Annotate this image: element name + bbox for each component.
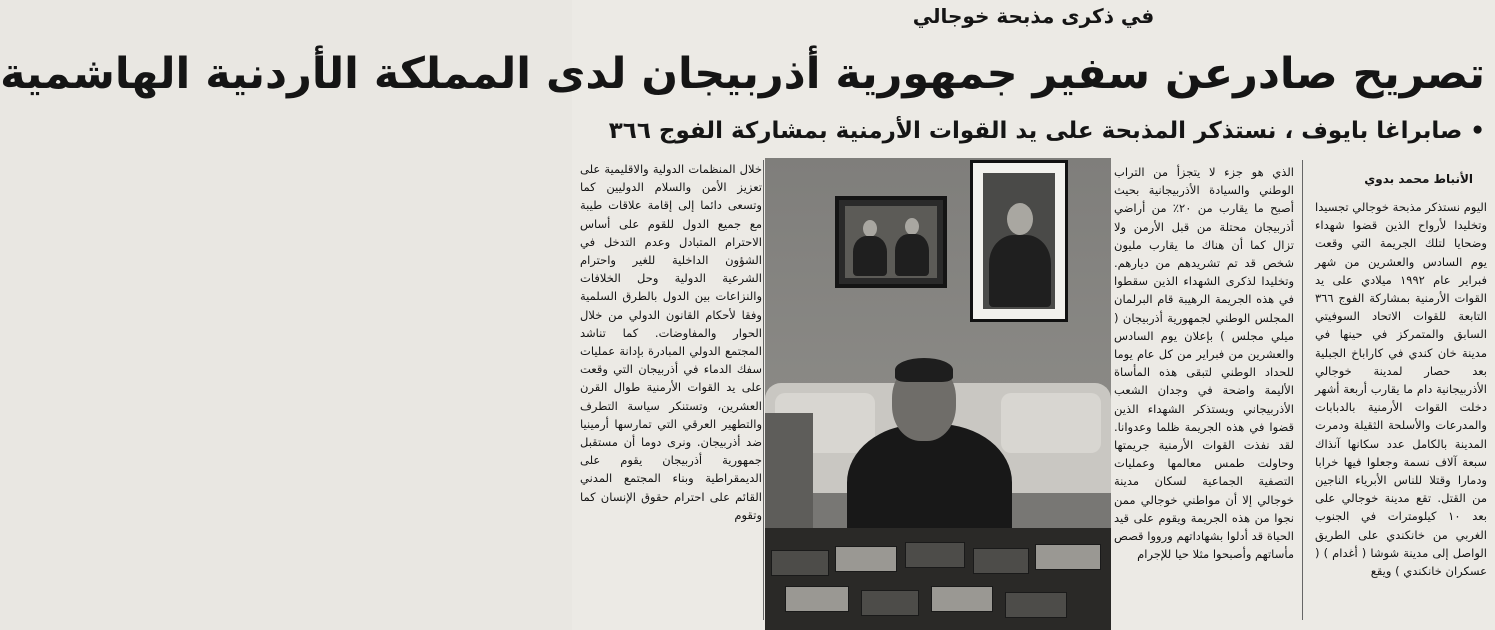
portrait-face (905, 218, 919, 235)
framed-portrait-right-content (983, 173, 1055, 309)
book (861, 590, 919, 616)
ambassador-photo (765, 158, 1111, 630)
sofa-cushion (1001, 393, 1101, 453)
chair (765, 413, 813, 533)
text-column-right (1315, 198, 1487, 623)
article-subhead: • صابراغا بايوف ، نستذكر المذبحة على يد القوات الأرمنية بمشاركة الفوج ٣٦٦ (608, 118, 1485, 144)
article-kicker: في ذكرى مذبحة خوجالي (912, 4, 1155, 28)
book (1035, 544, 1101, 570)
book (905, 542, 965, 568)
text-column-left (580, 160, 762, 623)
article-byline: الأنباط محمد بدوي (1364, 172, 1473, 186)
book (973, 548, 1029, 574)
framed-picture-left-content (845, 206, 937, 278)
portrait-face (863, 220, 877, 237)
portrait-face (1007, 203, 1033, 235)
portrait-body (989, 235, 1051, 307)
portrait-body (853, 236, 887, 276)
article-headline: تصريح صادرعن سفير جمهورية أذربيجان لدى المملكة الأردنية الهاشمية (0, 49, 1485, 99)
book (785, 586, 849, 612)
person-hair (895, 358, 953, 382)
book (771, 550, 829, 576)
book (931, 586, 993, 612)
framed-portrait-right (970, 160, 1068, 322)
book (835, 546, 897, 572)
text-column-middle (1114, 163, 1294, 623)
column-divider (1302, 160, 1303, 620)
column-middle-text: الذي هو جزء لا يتجزأ من التراب الوطني والسيادة الأذربيجانية بحيث أصبح ما يقارب من ٢٠٪ من أراضي أذربيجان محتلة من قبل الأرمن ولا تزال كما أن هناك ما يقارب مليون شخص قد تم تشريدهم من ديارهم. وتخليدا لذكرى الشهداء الذين سقطوا في هذه الجريمة الرهيبة قام البرلمان المجلس الوطني لجمهورية أذربيجان ( ميلي مجلس ) بإعلان يوم السادس والعشرين من فبراير من كل عام يوما للحداد الوطني لتبقى هذه المأساة الأليمة واضحة في وجدان الشعب الأذربيجاني ويستذكر الشهداء الذين قضوا في هذه الجريمة ظلما وعدوانا. لقد نفذت القوات الأرمنية جريمتها وحاولت طمس معالمها وعمليات التصفية الجماعية لسكان مدينة خوجالي إلا أن مواطني خوجالي ممن نجوا من هذه الجريمة ويقوم على قيد الحياة قد أدلوا بشهاداتهم ورووا قصص مأساتهم وأصبحوا مثلا حيا للإجرام (1114, 165, 1294, 562)
column-right-text: اليوم نستذكر مذبحة خوجالي تجسيدا وتخليدا لأرواح الذين قضوا شهداء وضحايا لتلك الجريمة التي وقعت يوم السادس والعشرين من شهر فبراير عام ١٩٩٢ ميلادي على يد القوات الأرمنية بمشاركة الفوج ٣٦٦ التابعة للقوات الاتحاد السوفيتي السابق والمتمركز في حينها في مدينة خان كندي في كاراباخ الجبلية بعد حصار لمدينة خوجالي الأذربيجانية دام ما يقارب أربعة أشهر دخلت القوات الأرمنية بالدبابات والمدرعات والأسلحة الثقيلة ودمرت المدينة بالكامل عدد سكانها آنذاك سبعة آلاف نسمة وجعلوا فيها خرابا ودمارا وقتلا للناس الأبرياء الناجين من القتل. تقع مدينة خوجالي على بعد ١٠ كيلومترات في الجنوب الغربي من خانكندي على الطريق الواصل إلى مدينة شوشا ( أغدام ) ( عسكران خانكندي ) ويقع (1315, 200, 1488, 579)
portrait-body (895, 234, 929, 276)
book (1005, 592, 1067, 618)
column-left-text: خلال المنظمات الدولية والاقليمية على تعزيز الأمن والسلام الدوليين كما وتسعى دائما إلى إقامة علاقات طيبة مع جميع الدول للقوم على أساس الاحترام المتبادل وعدم التدخل في الشؤون الداخلية للغير واحترام الشرعية الدولية وحل الخلافات والنزاعات بين الدول بالطرق السلمية وفقا لأحكام القانون الدولي من خلال الحوار والمفاوضات. كما تناشد المجتمع الدولي المبادرة بإدانة عمليات سفك الدماء في أذربيجان التي وقعت على يد القوات الأرمنية طوال القرن العشرين، وتستنكر سياسة التطرف والتطهير العرقي التي تمارسها أرمينيا ضد أذربيجان. ونرى دوما أن مستقبل جمهورية أذربيجان يقوم على الديمقراطية وبناء المجتمع المدني القائم على احترام حقوق الإنسان كما وتقوم (580, 162, 762, 522)
framed-picture-left (835, 196, 947, 288)
column-divider (763, 160, 764, 620)
